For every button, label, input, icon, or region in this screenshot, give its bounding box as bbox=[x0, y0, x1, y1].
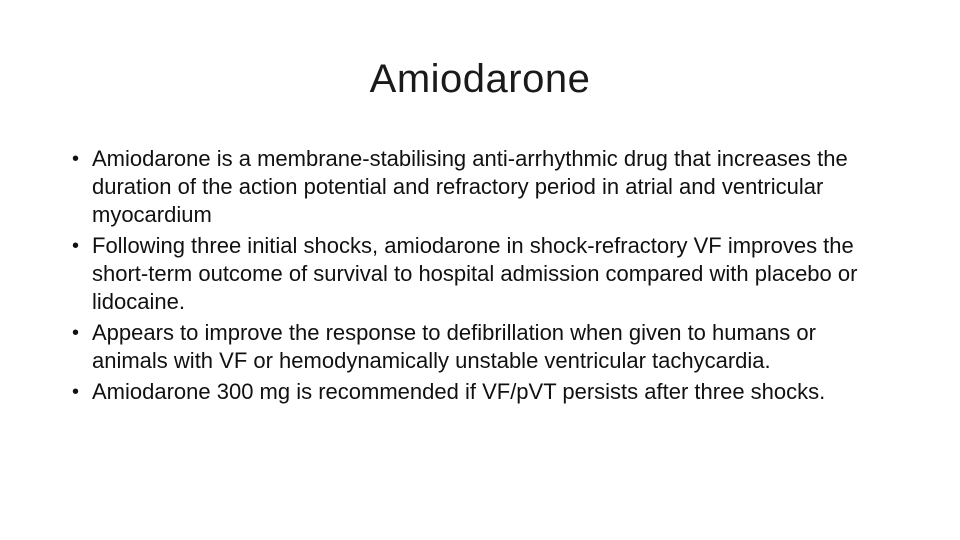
bullet-text: Amiodarone 300 mg is recommended if VF/pVT persists after three shocks. bbox=[92, 379, 826, 404]
bullet-text: Appears to improve the response to defibrillation when given to humans or animals with VF or hemodynamically unstable ventricular tachycardia. bbox=[92, 320, 816, 373]
bullet-text: Amiodarone is a membrane-stabilising anti-arrhythmic drug that increases the duration of the action potential and refractory period in atrial and ventricular myocardium bbox=[92, 146, 848, 227]
bullet-marker: • bbox=[72, 148, 80, 170]
bullet-text: Following three initial shocks, amiodarone in shock-refractory VF improves the short-term outcome of survival to hospital admission compared with placebo or lidocaine. bbox=[92, 233, 858, 314]
bullet-item bbox=[66, 319, 896, 375]
bullet-item bbox=[66, 378, 896, 406]
bullet-marker: • bbox=[72, 381, 80, 403]
bullet-item bbox=[66, 145, 896, 229]
slide-title: Amiodarone bbox=[369, 57, 591, 101]
bullet-item bbox=[66, 232, 896, 316]
bullet-marker: • bbox=[72, 322, 80, 344]
bullet-list bbox=[66, 145, 896, 409]
bullet-marker: • bbox=[72, 235, 80, 257]
